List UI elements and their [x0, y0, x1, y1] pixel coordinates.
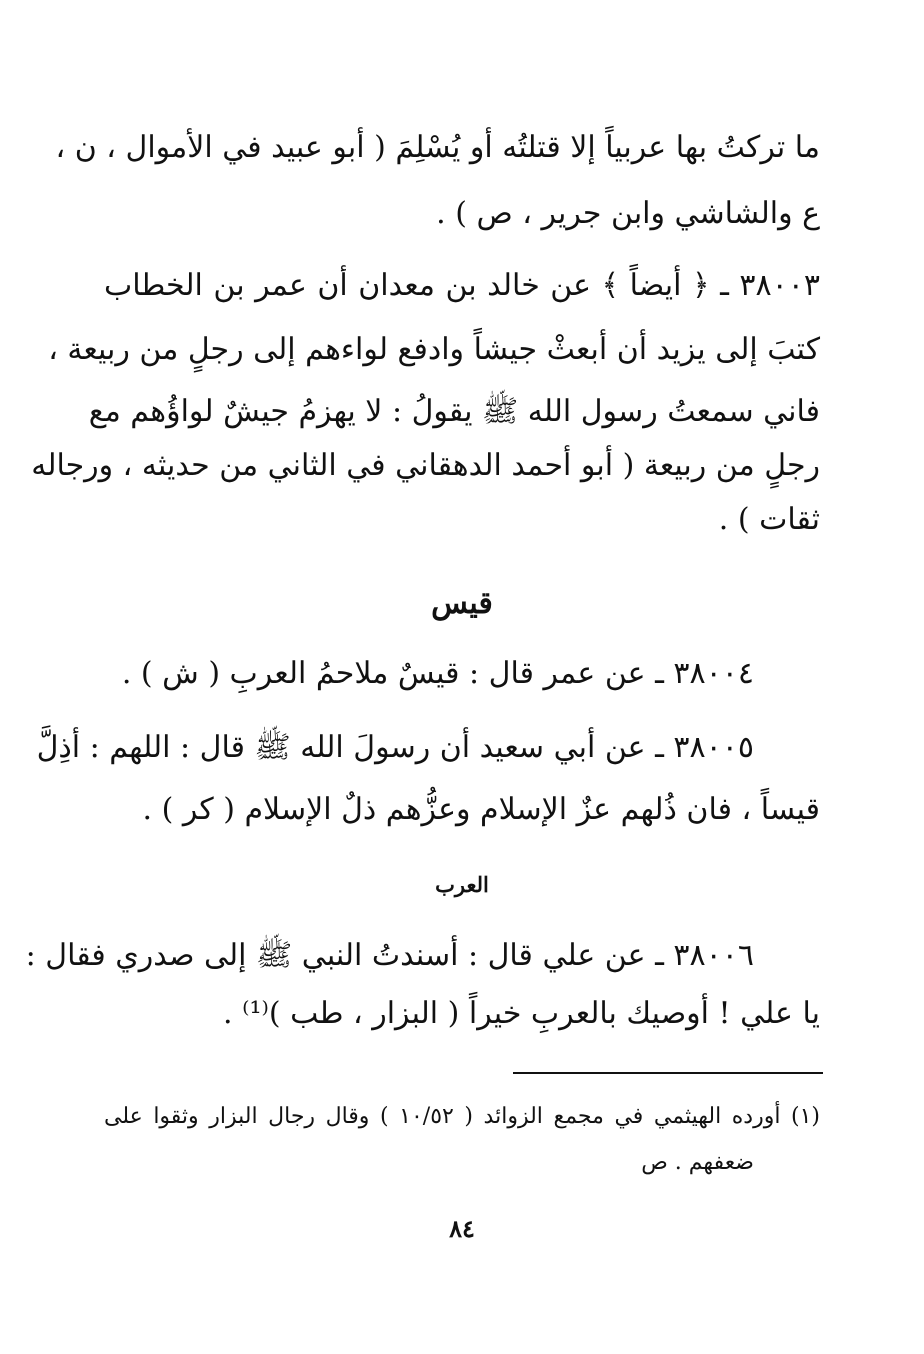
text-line: ٣٨٠٠٥ ـ عن أبي سعيد أن رسولَ الله ﷺ قال : اللهم : أذِلَّ	[36, 730, 754, 765]
text-line: كتبَ إلى يزيد أن أبعثْ جيشاً وادفع لواءهم إلى رجلٍ من ربيعة ،	[48, 332, 820, 367]
text-line: ع والشاشي وابن جرير ، ص ) .	[436, 196, 820, 231]
text-line: ما تركتُ بها عربياً إلا قتلتُه أو يُسْلِمَ ( أبو عبيد في الأموال ، ن ،	[55, 130, 820, 165]
section-heading-arab: العرب	[435, 872, 489, 897]
footnote-divider	[513, 1072, 823, 1074]
footnote-line: ضعفهم . ص	[641, 1150, 754, 1175]
text-line: رجلٍ من ربيعة ( أبو أحمد الدهقاني في الثاني من حديثه ، ورجاله	[31, 448, 820, 483]
text-line: قيساً ، فان ذُلهم عزٌ الإسلام وعزُّهم ذلٌ الإسلام ( كر ) .	[142, 792, 820, 827]
page-number: ٨٤	[449, 1214, 475, 1243]
text-line: ثقات ) .	[718, 502, 820, 537]
section-heading-qays: قيس	[431, 586, 493, 621]
footnote-line: (١) أورده الهيثمي في مجمع الزوائد ( ١٠/٥٢ ) وقال رجال البزار وثقوا على	[104, 1104, 820, 1129]
text-line: يا علي ! أوصيك بالعربِ خيراً ( البزار ، طب )⁽¹⁾ .	[223, 996, 820, 1031]
text-line: فاني سمعتُ رسول الله ﷺ يقولُ : لا يهزمُ جيشٌ لواؤُهم مع	[88, 394, 820, 429]
text-line: ٣٨٠٠٣ ـ ﴿ أيضاً ﴾ عن خالد بن معدان أن عمر بن الخطاب	[104, 268, 820, 303]
text-line: ٣٨٠٠٦ ـ عن علي قال : أسندتُ النبي ﷺ إلى صدري فقال :	[25, 938, 754, 973]
text-line: ٣٨٠٠٤ ـ عن عمر قال : قيسٌ ملاحمُ العربِ ( ش ) .	[121, 656, 754, 691]
